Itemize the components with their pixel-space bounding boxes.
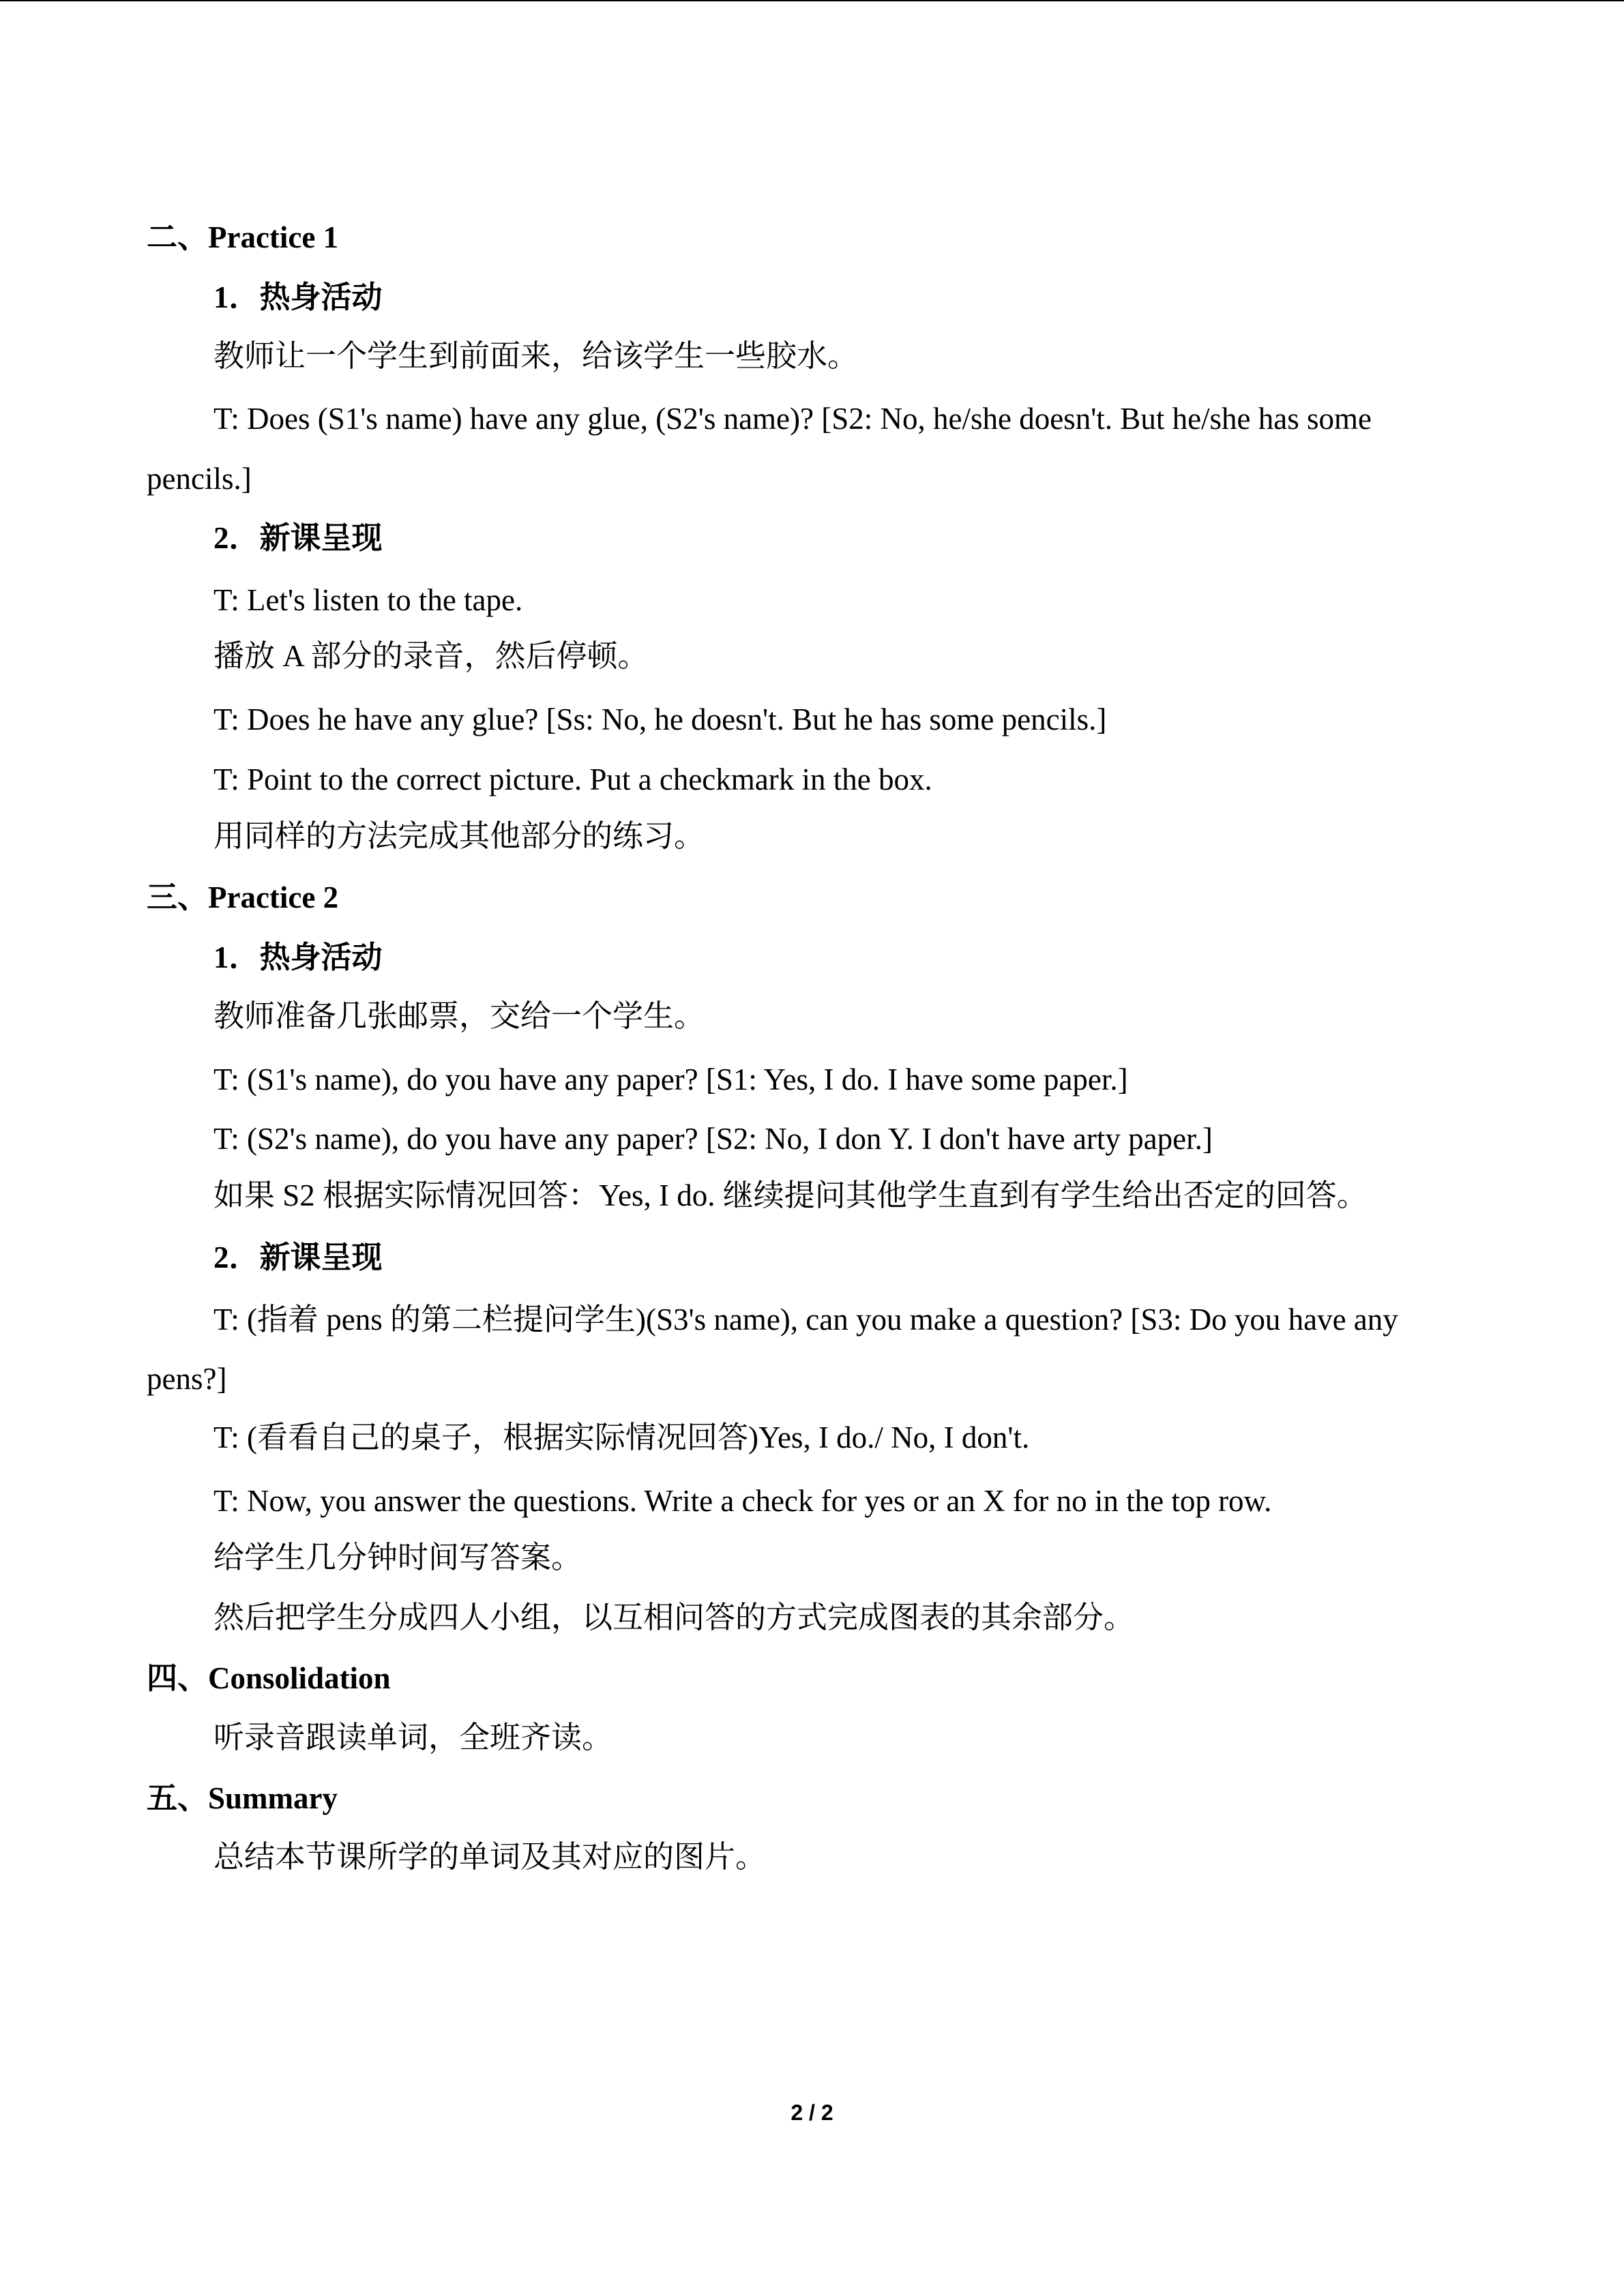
subheading-warm-up: 1．热身活动 — [213, 940, 383, 974]
paragraph: 如果 S2 根据实际情况回答：Yes, I do. 继续提问其他学生直到有学生给出否定的回答。 — [213, 1178, 1368, 1212]
paragraph: T: (指着 pens 的第二栏提问学生)(S3's name), can you make a question? [S3: Do you have any — [213, 1302, 1398, 1337]
section-heading-practice-1: 二、Practice 1 — [147, 220, 339, 254]
paragraph: 教师准备几张邮票，交给一个学生。 — [213, 999, 705, 1033]
paragraph: T: Point to the correct picture. Put a checkmark in the box. — [213, 762, 932, 796]
paragraph: T: Does he have any glue? [Ss: No, he doesn't. But he has some pencils.] — [213, 702, 1107, 736]
paragraph: 用同样的方法完成其他部分的练习。 — [213, 819, 705, 853]
section-heading-practice-2: 三、Practice 2 — [147, 880, 339, 914]
section-heading-summary: 五、Summary — [147, 1781, 338, 1815]
paragraph-continuation: pencils.] — [147, 462, 252, 496]
paragraph: T: (S1's name), do you have any paper? [S1: Yes, I do. I have some paper.] — [213, 1062, 1128, 1097]
paragraph: T: Let's listen to the tape. — [213, 583, 523, 617]
page-number: 2 / 2 — [791, 2100, 833, 2125]
paragraph: T: (S2's name), do you have any paper? [S2: No, I don Y. I don't have arty paper.] — [213, 1122, 1213, 1156]
paragraph: T: (看看自己的桌子，根据实际情况回答)Yes, I do./ No, I don't. — [213, 1420, 1030, 1455]
paragraph: T: Now, you answer the questions. Write a check for yes or an X for no in the top row. — [213, 1484, 1272, 1518]
subheading-warm-up: 1．热身活动 — [213, 280, 383, 314]
paragraph: 教师让一个学生到前面来，给该学生一些胶水。 — [213, 339, 859, 373]
subheading-new-lesson: 2．新课呈现 — [213, 521, 383, 555]
paragraph: 给学生几分钟时间写答案。 — [213, 1540, 582, 1575]
paragraph: 然后把学生分成四人小组，以互相问答的方式完成图表的其余部分。 — [213, 1600, 1135, 1635]
paragraph-continuation: pens?] — [147, 1362, 227, 1396]
section-heading-consolidation: 四、Consolidation — [147, 1661, 391, 1695]
paragraph: 播放 A 部分的录音，然后停顿。 — [213, 639, 649, 673]
subheading-new-lesson: 2．新课呈现 — [213, 1240, 383, 1274]
paragraph: T: Does (S1's name) have any glue, (S2's name)? [S2: No, he/she doesn't. But he/she has some — [213, 402, 1372, 436]
paragraph: 听录音跟读单词，全班齐读。 — [213, 1720, 613, 1755]
paragraph: 总结本节课所学的单词及其对应的图片。 — [213, 1840, 767, 1874]
